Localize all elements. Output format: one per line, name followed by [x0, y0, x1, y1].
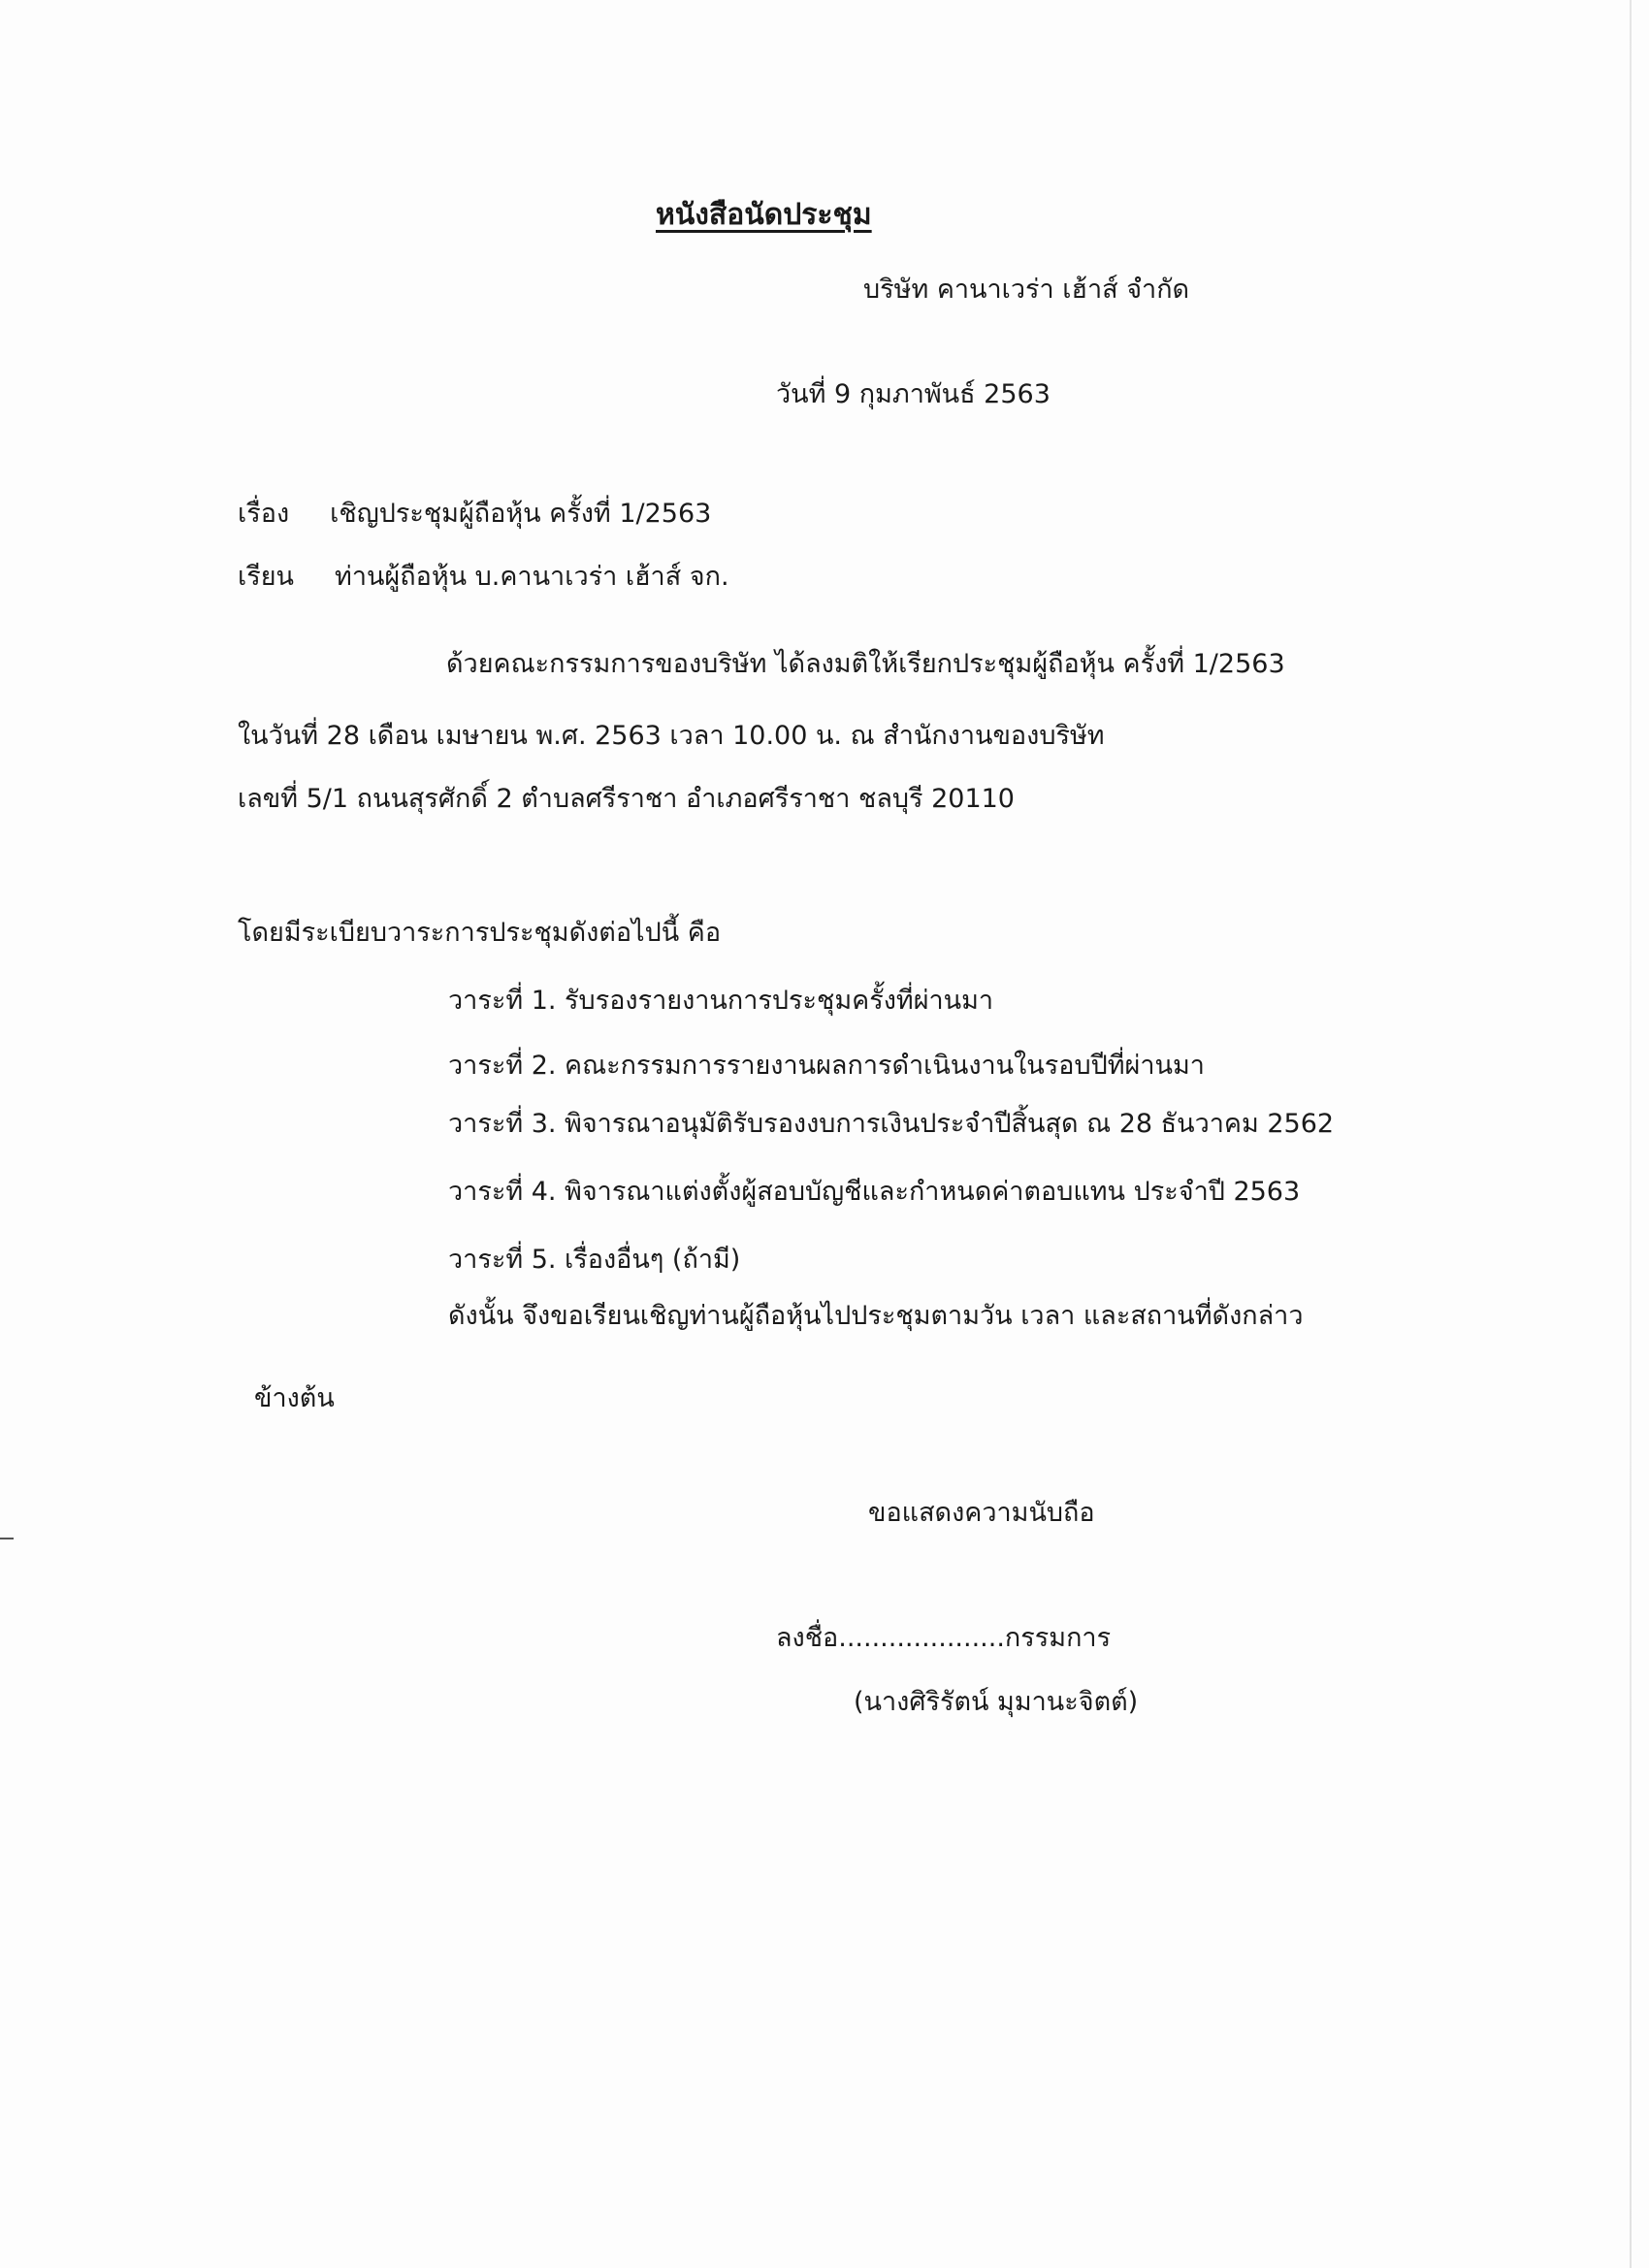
recipient-line: [238, 561, 729, 594]
scan-edge-left-mark: [0, 1538, 14, 1539]
document-title: หนังสือนัดประชุม: [656, 198, 872, 232]
document-date: วันที่ 9 กุมภาพันธ์ 2563: [776, 379, 1051, 409]
body-line-3: เลขที่ 5/1 ถนนสุรศักดิ์ 2 ตำบลศรีราชา อำเภอศรีราชา ชลบุรี 20110: [238, 784, 1015, 814]
recipient-text: ท่านผู้ถือหุ้น บ.คานาเวร่า เฮ้าส์ จก.: [335, 562, 729, 592]
body-line-2: ในวันที่ 28 เดือน เมษายน พ.ศ. 2563 เวลา 10.00 น. ณ สำนักงานของบริษัท: [238, 721, 1105, 751]
subject-text: เชิญประชุมผู้ถือหุ้น ครั้งที่ 1/2563: [330, 499, 712, 529]
agenda-item: วาระที่ 4. พิจารณาแต่งตั้งผู้สอบบัญชีและกำหนดค่าตอบแทน ประจำปี 2563: [448, 1177, 1301, 1207]
subject-label: เรื่อง: [238, 499, 290, 529]
closing-line-2: ข้างต้น: [254, 1383, 335, 1413]
agenda-item: วาระที่ 2. คณะกรรมการรายงานผลการดำเนินงานในรอบปีที่ผ่านมา: [448, 1051, 1205, 1081]
company-name: บริษัท คานาเวร่า เฮ้าส์ จำกัด: [863, 275, 1190, 305]
signer-name: (นางศิริรัตน์ มุมานะจิตต์): [854, 1687, 1139, 1717]
agenda-intro: โดยมีระเบียบวาระการประชุมดังต่อไปนี้ คือ: [238, 918, 722, 948]
agenda-item: วาระที่ 5. เรื่องอื่นๆ (ถ้ามี): [448, 1245, 741, 1275]
agenda-item: วาระที่ 1. รับรองรายงานการประชุมครั้งที่ผ่านมา: [448, 986, 994, 1016]
agenda-item: วาระที่ 3. พิจารณาอนุมัติรับรองงบการเงินประจำปีสิ้นสุด ณ 28 ธันวาคม 2562: [448, 1109, 1335, 1139]
regards: ขอแสดงความนับถือ: [868, 1498, 1095, 1528]
closing-line-1: ดังนั้น จึงขอเรียนเชิญท่านผู้ถือหุ้นไปประชุมตามวัน เวลา และสถานที่ดังกล่าว: [448, 1301, 1304, 1331]
subject-line: [238, 498, 711, 531]
recipient-label: เรียน: [238, 562, 295, 592]
scan-edge-right: [1630, 0, 1632, 2268]
signature-line: ลงชื่อ....................กรรมการ: [776, 1623, 1112, 1653]
body-line-1: ด้วยคณะกรรมการของบริษัท ได้ลงมติให้เรียกประชุมผู้ถือหุ้น ครั้งที่ 1/2563: [446, 649, 1285, 679]
